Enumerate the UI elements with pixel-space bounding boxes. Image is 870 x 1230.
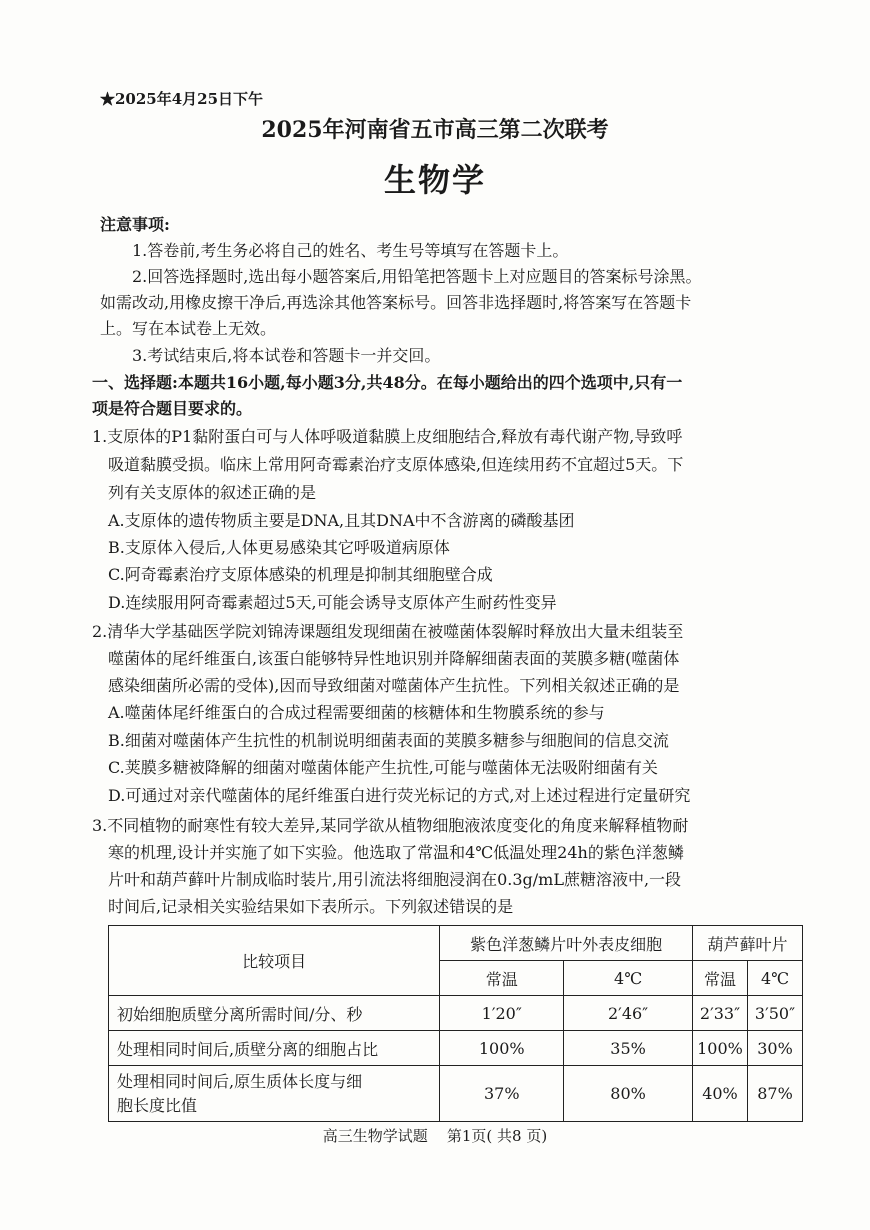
q3-stem-line4: 时间后,记录相关实验结果如下表所示。下列叙述错误的是 [108, 897, 514, 916]
q2-stem-line2: 噬菌体的尾纤维蛋白,该蛋白能够特异性地识别并降解细菌表面的荚膜多糖(噬菌体 [108, 649, 680, 668]
table-row-label-line2: 胞长度比值 [117, 1095, 198, 1115]
table-cell: 100% [692, 1031, 747, 1066]
table-row [109, 1031, 803, 1066]
table-row-label-line1: 处理相同时间后,原生质体长度与细 [117, 1071, 363, 1091]
table-cell: 30% [747, 1031, 802, 1066]
q2-option-c: C.荚膜多糖被降解的细菌对噬菌体能产生抗性,可能与噬菌体无法吸附细菌有关 [108, 758, 658, 777]
notice-item-2-line3: 上。写在本试卷上无效。 [100, 319, 277, 338]
table-cell: 40% [692, 1066, 747, 1122]
table-header-moss: 葫芦藓叶片 [692, 926, 802, 961]
table-subheader-normal: 常温 [440, 961, 564, 996]
table-row-label [109, 1066, 440, 1122]
table-cell: 3′50″ [747, 996, 802, 1031]
table-subheader-normal: 常温 [692, 961, 747, 996]
exam-title: 2025年河南省五市高三第二次联考 [261, 117, 609, 143]
notice-item-3: 3.考试结束后,将本试卷和答题卡一并交回。 [132, 346, 441, 365]
table-cell: 2′46″ [564, 996, 693, 1031]
q1-option-b: B.支原体入侵后,人体更易感染其它呼吸道病原体 [108, 538, 450, 557]
section-heading-line2: 项是符合题目要求的。 [92, 399, 253, 418]
section-heading-line1: 一、选择题:本题共16小题,每小题3分,共48分。在每小题给出的四个选项中,只有一 [92, 373, 683, 392]
q1-stem-line2: 吸道黏膜受损。临床上常用阿奇霉素治疗支原体感染,但连续用药不宜超过5天。下 [108, 455, 684, 474]
q1-option-d: D.连续服用阿奇霉素超过5天,可能会诱导支原体产生耐药性变异 [108, 593, 557, 612]
q3-stem-line3: 片叶和葫芦藓叶片制成临时装片,用引流法将细胞浸润在0.3g/mL蔗糖溶液中,一段 [108, 870, 682, 889]
q2-option-d: D.可通过对亲代噬菌体的尾纤维蛋白进行荧光标记的方式,对上述过程进行定量研究 [108, 786, 691, 805]
q2-stem-line3: 感染细菌所必需的受体),因而导致细菌对噬菌体产生抗性。下列相关叙述正确的是 [108, 676, 680, 695]
table-header-item: 比较项目 [109, 926, 440, 996]
table-subheader-cold: 4℃ [747, 961, 802, 996]
q1-stem-line1: 1.支原体的P1黏附蛋白可与人体呼吸道黏膜上皮细胞结合,释放有毒代谢产物,导致呼 [92, 427, 683, 446]
q2-stem-line1: 2.清华大学基础医学院刘锦涛课题组发现细菌在被噬菌体裂解时释放出大量未组装至 [92, 622, 684, 641]
table-cell: 37% [440, 1066, 564, 1122]
table-cell: 1′20″ [440, 996, 564, 1031]
table-cell: 2′33″ [692, 996, 747, 1031]
results-table [108, 925, 803, 1122]
table-row-label: 初始细胞质壁分离所需时间/分、秒 [109, 996, 440, 1031]
table-header-onion: 紫色洋葱鳞片叶外表皮细胞 [440, 926, 693, 961]
q1-option-c: C.阿奇霉素治疗支原体感染的机理是抑制其细胞壁合成 [108, 565, 493, 584]
exam-date: ★2025年4月25日下午 [100, 90, 264, 108]
table-cell: 35% [564, 1031, 693, 1066]
notice-item-2-line2: 如需改动,用橡皮擦干净后,再选涂其他答案标号。回答非选择题时,将答案写在答题卡 [100, 293, 692, 312]
table-cell: 100% [440, 1031, 564, 1066]
table-cell: 87% [747, 1066, 802, 1122]
q1-stem-line3: 列有关支原体的叙述正确的是 [108, 483, 317, 502]
table-cell: 80% [564, 1066, 693, 1122]
table-row-label: 处理相同时间后,质壁分离的细胞占比 [109, 1031, 440, 1066]
subject-title: 生物学 [383, 161, 486, 199]
q3-stem-line2: 寒的机理,设计并实施了如下实验。他选取了常温和4℃低温处理24h的紫色洋葱鳞 [108, 843, 684, 862]
notice-item-1: 1.答卷前,考生务必将自己的姓名、考生号等填写在答题卡上。 [132, 241, 569, 260]
table-row [109, 1066, 803, 1122]
notice-item-2-line1: 2.回答选择题时,选出每小题答案后,用铅笔把答题卡上对应题目的答案标号涂黑。 [132, 267, 702, 286]
q2-option-a: A.噬菌体尾纤维蛋白的合成过程需要细菌的核糖体和生物膜系统的参与 [108, 703, 605, 722]
page-footer: 高三生物学试题 第1页( 共8 页) [322, 1127, 548, 1145]
table-subheader-cold: 4℃ [564, 961, 693, 996]
q2-option-b: B.细菌对噬菌体产生抗性的机制说明细菌表面的荚膜多糖参与细胞间的信息交流 [108, 731, 669, 750]
q3-stem-line1: 3.不同植物的耐寒性有较大差异,某同学欲从植物细胞液浓度变化的角度来解释植物耐 [92, 816, 689, 835]
notice-heading: 注意事项: [100, 215, 170, 234]
q1-option-a: A.支原体的遗传物质主要是DNA,且其DNA中不含游离的磷酸基团 [108, 511, 575, 530]
table-row [109, 996, 803, 1031]
